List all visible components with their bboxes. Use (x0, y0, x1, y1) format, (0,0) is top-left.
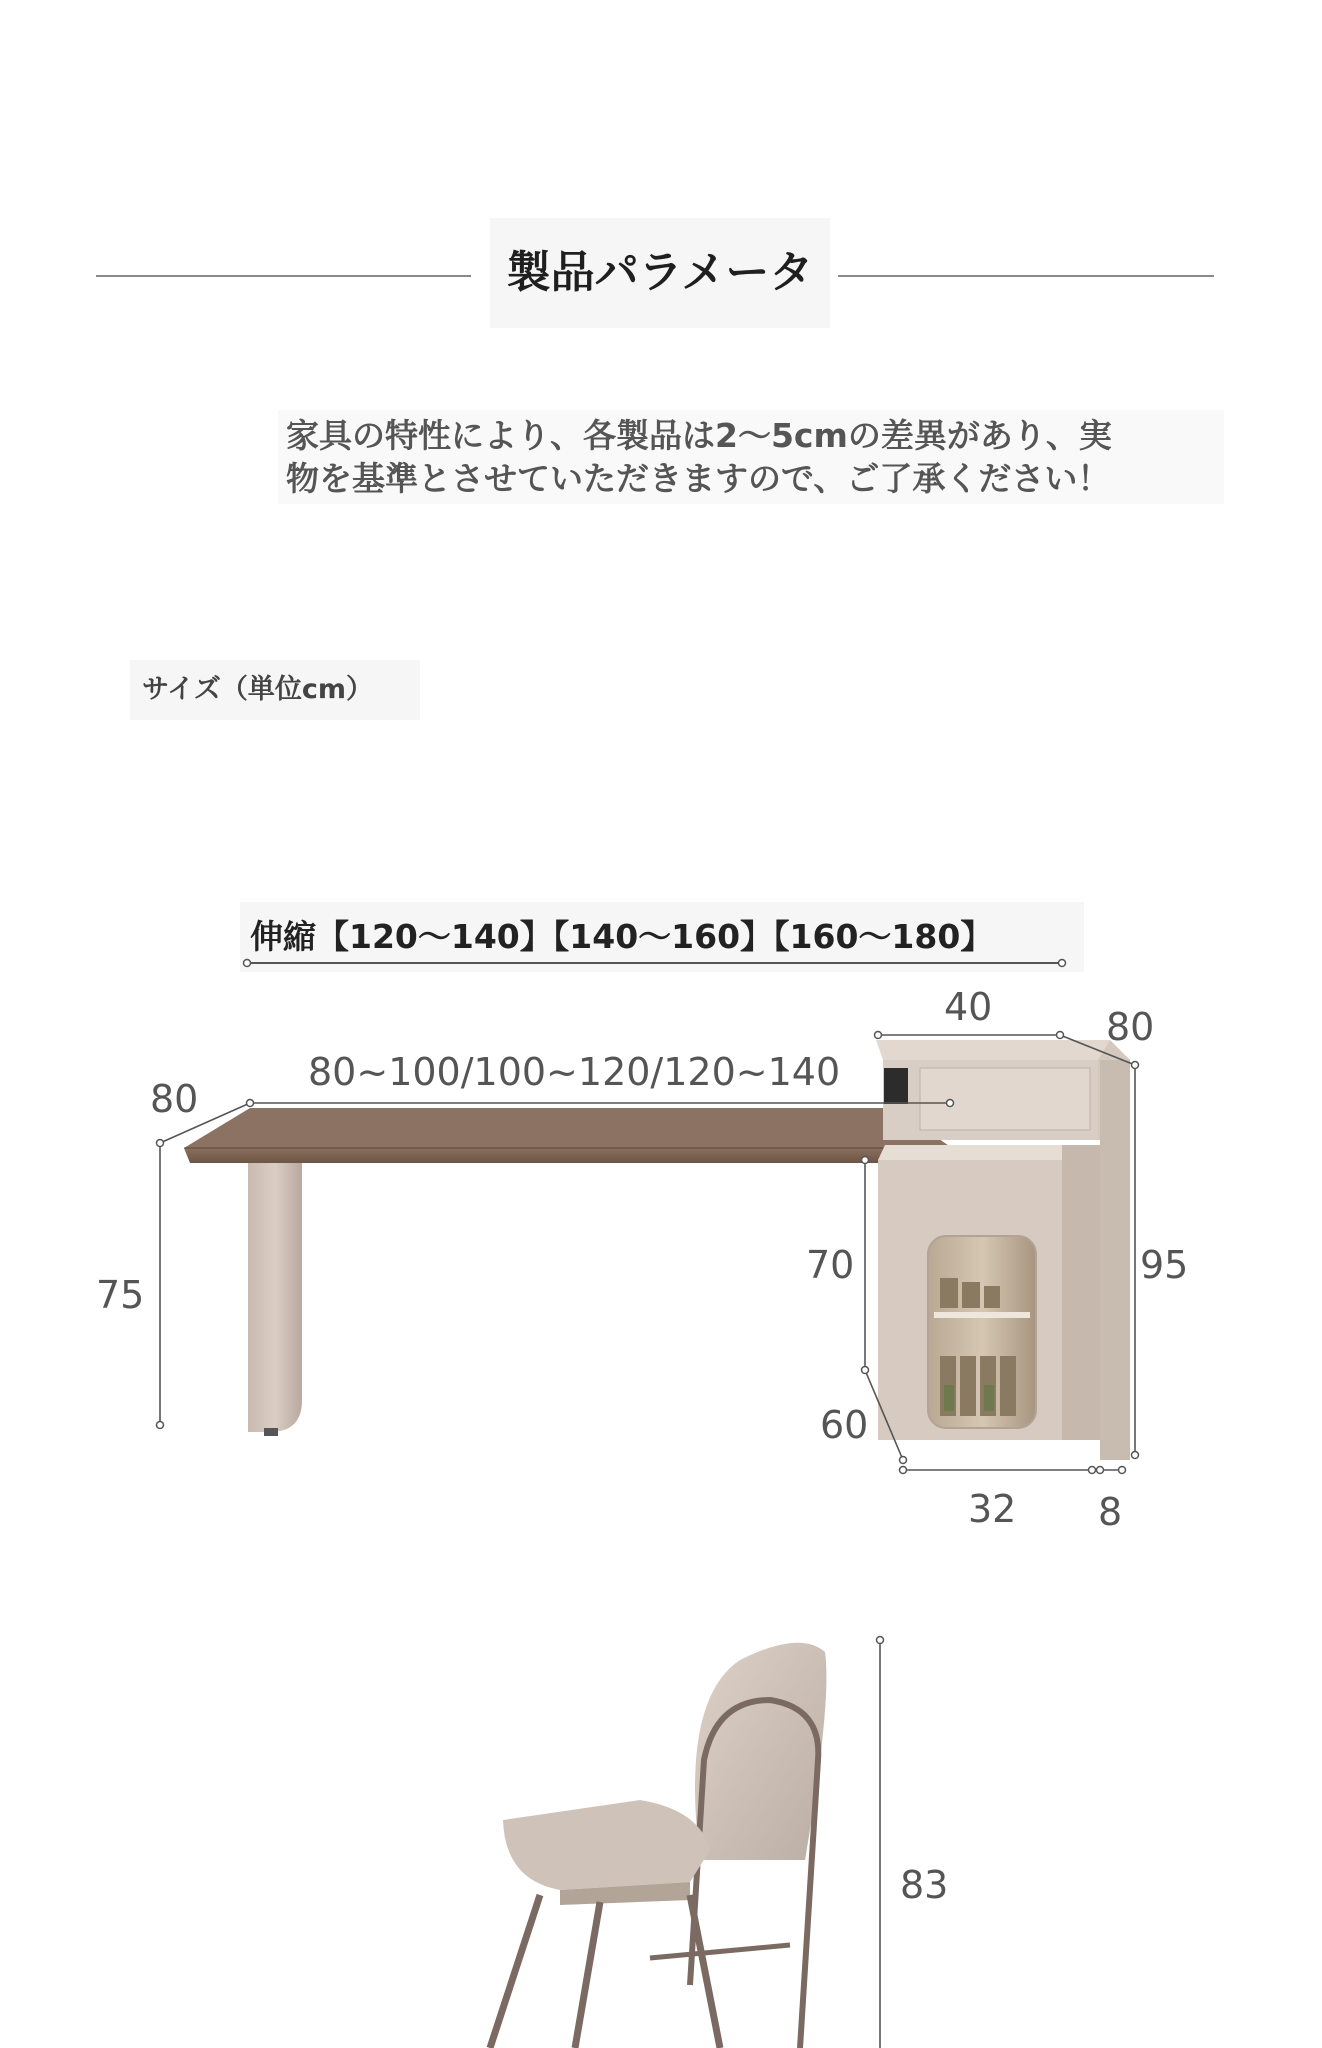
dim-cabinet-total-height: 95 (1140, 1243, 1189, 1287)
desk-leg (248, 1163, 302, 1436)
dim-top-length: 80~100/100~120/120~140 (308, 1050, 841, 1094)
dim-cabinet-top-width: 40 (944, 985, 993, 1029)
notice-line-1: 家具の特性により、各製品は2〜5cmの差異があり、実 (286, 416, 1112, 455)
dim-cabinet-body-height: 70 (806, 1243, 855, 1287)
dim-desk-height: 75 (96, 1273, 145, 1317)
dim-cabinet-side-width: 8 (1098, 1490, 1123, 1534)
dim-chair-height: 83 (900, 1863, 949, 1907)
chair-dimension-line (877, 1637, 884, 2048)
chair (490, 1643, 826, 2048)
size-section-label: サイズ（単位cm） (130, 660, 420, 720)
page-title: 製品パラメータ (490, 218, 830, 328)
notice-line-2: 物を基準とさせていただきますので、ご了承ください！ (286, 459, 1111, 498)
extension-label: 伸縮【120〜140】【140〜160】【160〜180】 (240, 902, 1084, 972)
dim-cabinet-body-depth: 60 (820, 1403, 869, 1447)
desk-top (184, 1108, 952, 1163)
dim-desk-depth: 80 (150, 1077, 199, 1121)
extension-dimension-line (244, 960, 1066, 967)
dim-cabinet-depth: 80 (1106, 1005, 1155, 1049)
dim-cabinet-body-width: 32 (968, 1487, 1017, 1531)
